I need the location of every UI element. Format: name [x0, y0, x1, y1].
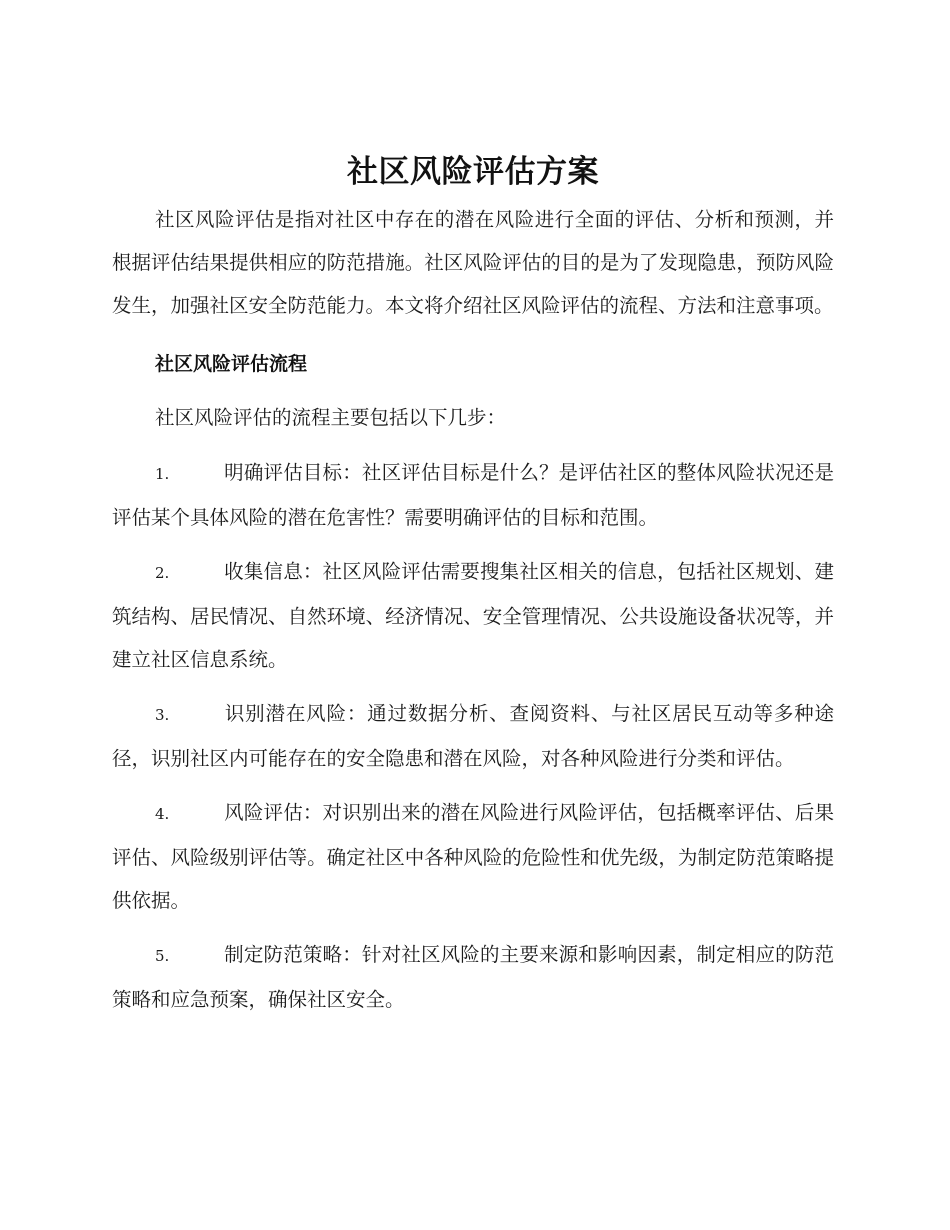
step-item-4	[112, 791, 834, 922]
step-number: 1.	[155, 465, 170, 483]
section-heading: 社区风险评估流程	[155, 353, 308, 375]
step-item-5	[112, 933, 834, 1021]
step-text: 收集信息：社区风险评估需要搜集社区相关的信息，包括社区规划、建筑结构、居民情况、自然环境、经济情况、安全管理情况、公共设施设备状况等，并建立社区信息系统。	[112, 560, 834, 671]
step-number: 2.	[155, 564, 170, 582]
document-title: 社区风险评估方案	[347, 154, 599, 190]
document-body	[112, 150, 834, 1032]
step-list	[112, 451, 834, 1021]
step-number: 4.	[155, 805, 170, 823]
step-number: 5.	[155, 947, 170, 965]
intro-paragraph: 社区风险评估是指对社区中存在的潜在风险进行全面的评估、分析和预测，并根据评估结果提供相应的防范措施。社区风险评估的目的是为了发现隐患，预防风险发生，加强社区安全防范能力。本文将介绍社区风险评估的流程、方法和注意事项。	[112, 208, 834, 317]
step-number: 3.	[155, 706, 170, 724]
lead-paragraph: 社区风险评估的流程主要包括以下几步：	[155, 406, 507, 429]
step-item-3	[112, 692, 834, 780]
step-item-2	[112, 550, 834, 681]
step-item-1	[112, 451, 834, 539]
step-text: 明确评估目标：社区评估目标是什么？是评估社区的整体风险状况还是评估某个具体风险的潜在危害性？需要明确评估的目标和范围。	[112, 461, 834, 529]
step-text: 识别潜在风险：通过数据分析、查阅资料、与社区居民互动等多种途径，识别社区内可能存在的安全隐患和潜在风险，对各种风险进行分类和评估。	[112, 702, 834, 770]
step-text: 制定防范策略：针对社区风险的主要来源和影响因素，制定相应的防范策略和应急预案，确保社区安全。	[112, 943, 834, 1011]
step-text: 风险评估：对识别出来的潜在风险进行风险评估，包括概率评估、后果评估、风险级别评估等。确定社区中各种风险的危险性和优先级，为制定防范策略提供依据。	[112, 801, 834, 912]
